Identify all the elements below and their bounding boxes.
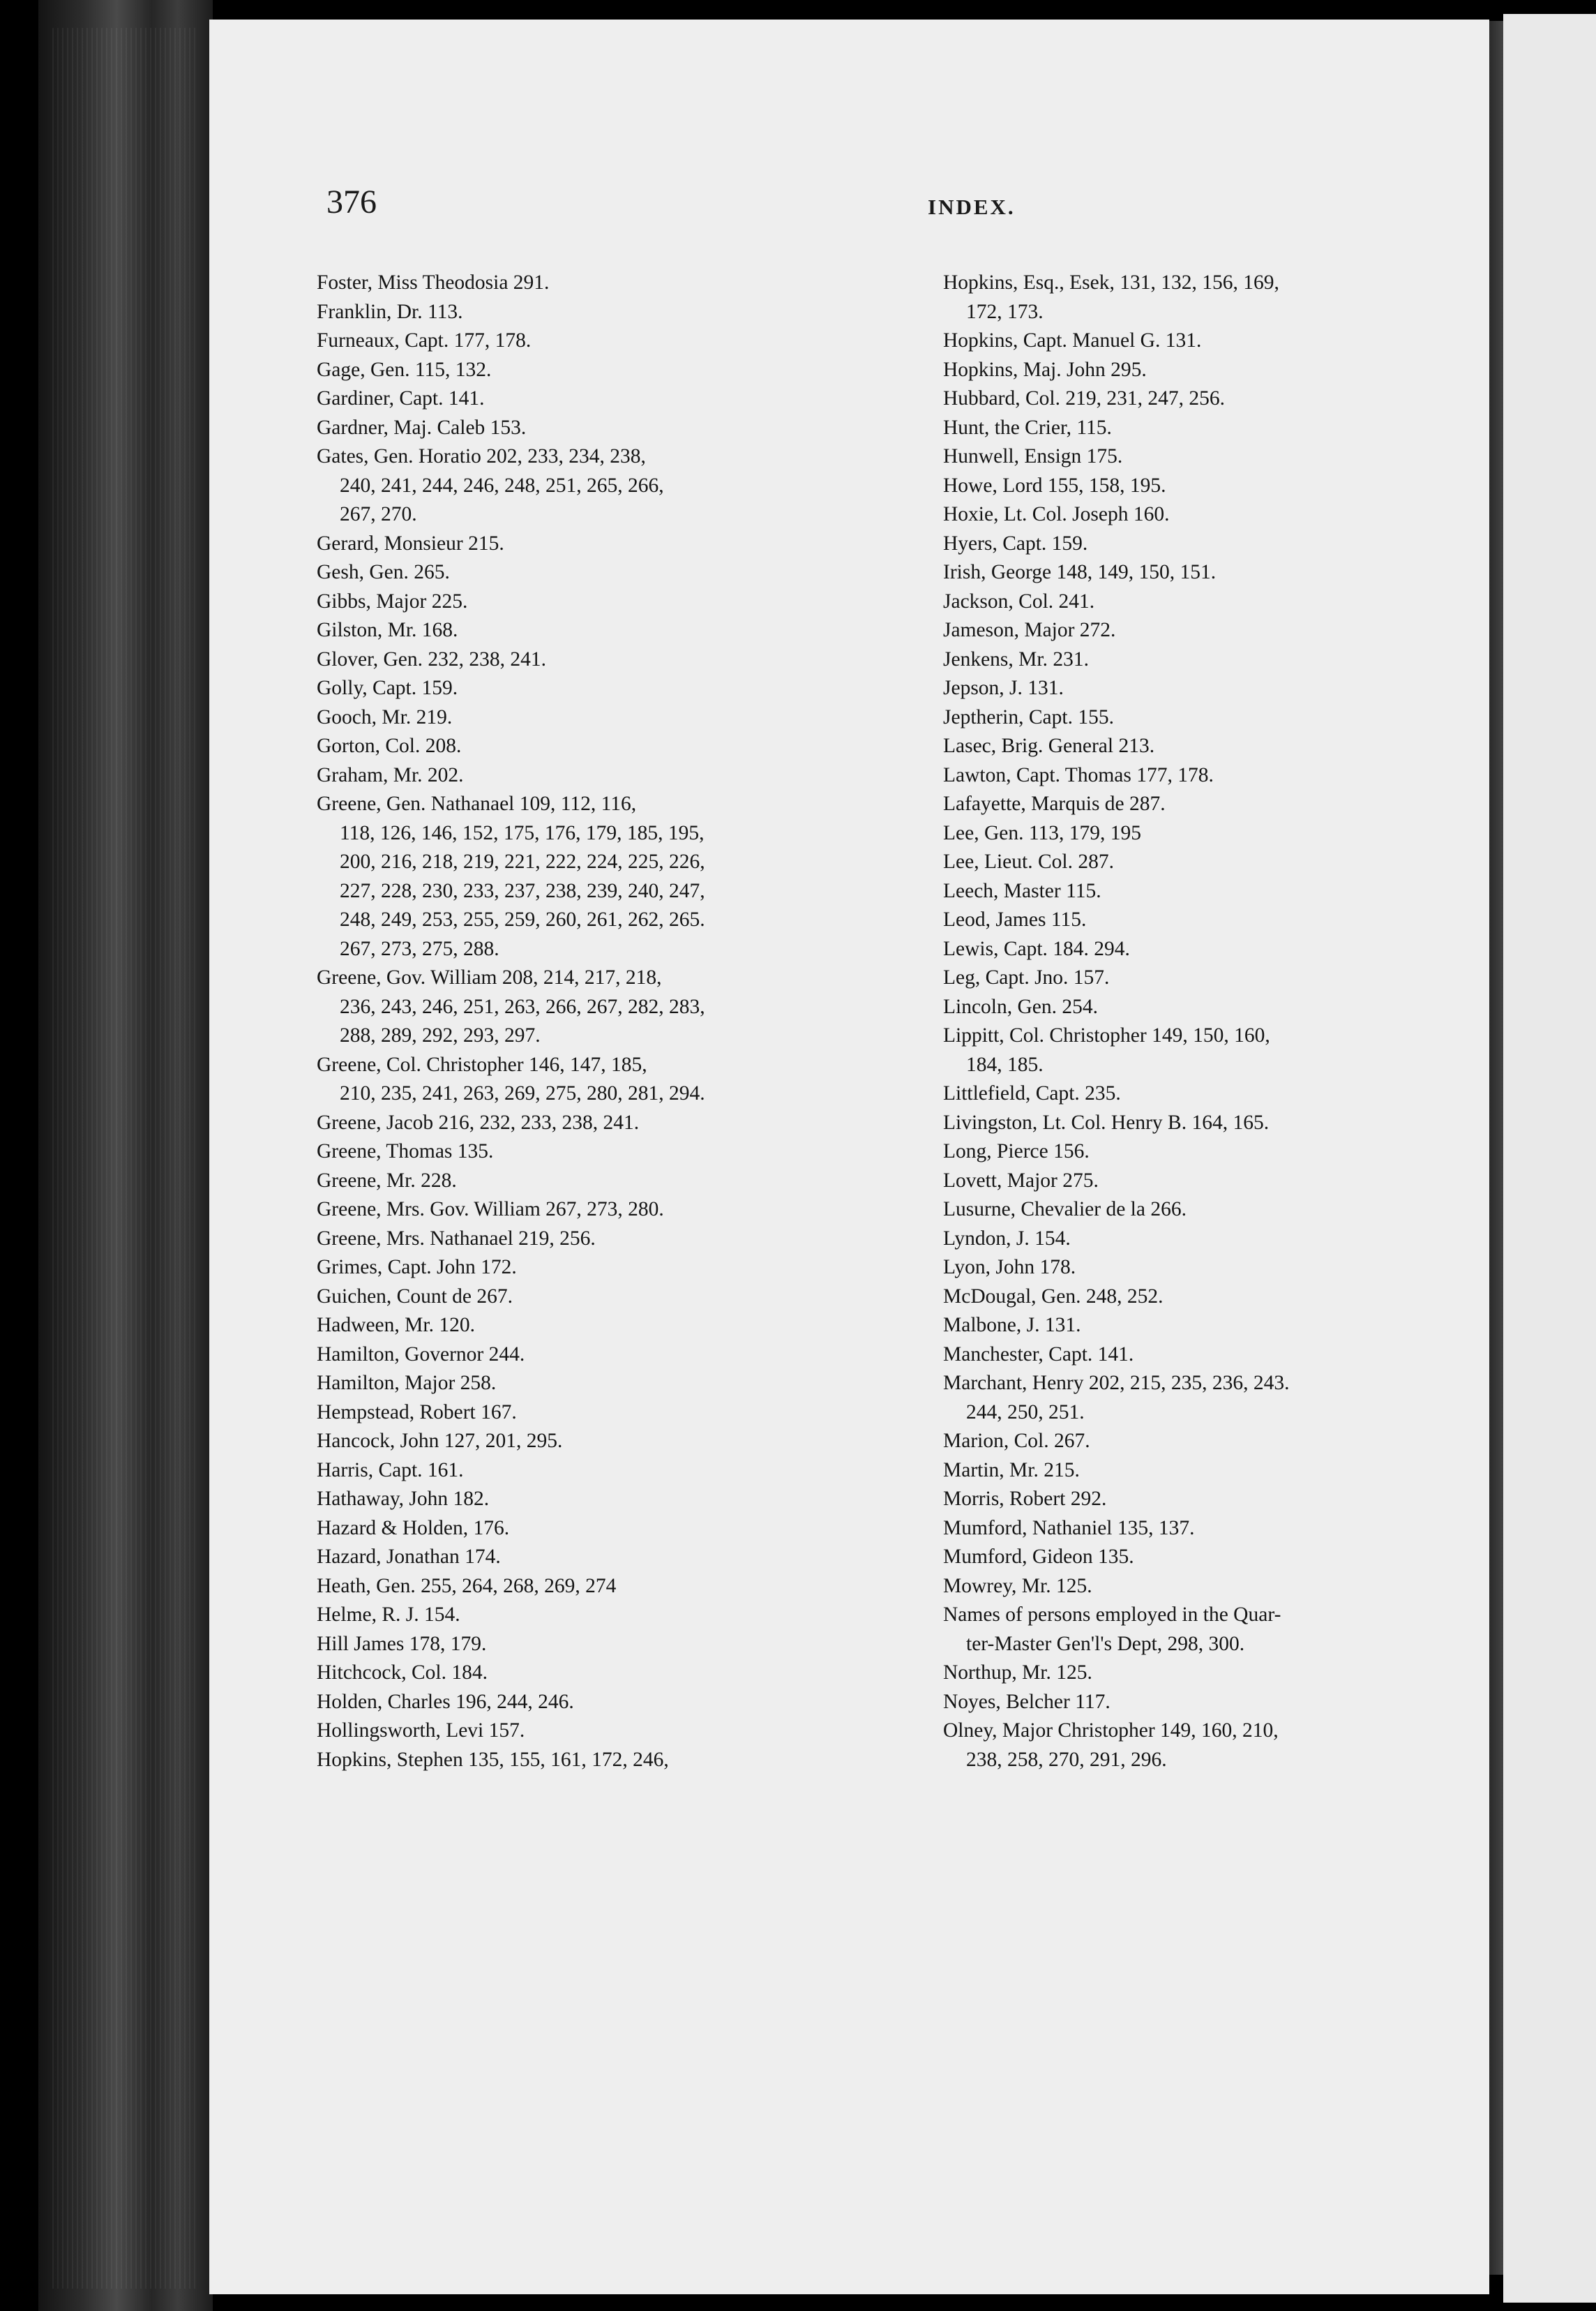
index-entry: Lyon, John 178. <box>943 1256 1076 1278</box>
index-entry: Manchester, Capt. 141. <box>943 1343 1134 1366</box>
index-entry: Leech, Master 115. <box>943 879 1101 902</box>
page-number: 376 <box>326 184 377 220</box>
index-entry: Hunwell, Ensign 175. <box>943 445 1123 468</box>
index-entry: Hazard & Holden, 176. <box>317 1516 510 1539</box>
index-entry: Gardner, Maj. Caleb 153. <box>317 416 527 439</box>
facing-page-edge <box>1503 14 1596 2303</box>
index-entry: Hopkins, Capt. Manuel G. 131. <box>943 329 1202 352</box>
index-entry: Greene, Gov. William 208, 214, 217, 218, <box>317 966 662 989</box>
index-entry: Leg, Capt. Jno. 157. <box>943 966 1110 989</box>
index-entry-continuation: 236, 243, 246, 251, 263, 266, 267, 282, 283, <box>340 995 705 1018</box>
index-entry: Greene, Col. Christopher 146, 147, 185, <box>317 1053 647 1076</box>
index-entry: Lusurne, Chevalier de la 266. <box>943 1198 1187 1220</box>
index-entry: Jenkens, Mr. 231. <box>943 648 1089 671</box>
index-entry: Hamilton, Major 258. <box>317 1372 497 1394</box>
index-entry-continuation: 227, 228, 230, 233, 237, 238, 239, 240, 247, <box>340 879 705 902</box>
index-entry: Livingston, Lt. Col. Henry B. 164, 165. <box>943 1111 1270 1134</box>
index-entry: Glover, Gen. 232, 238, 241. <box>317 648 547 671</box>
index-entry: Hathaway, John 182. <box>317 1488 490 1510</box>
index-entry: Harris, Capt. 161. <box>317 1458 464 1481</box>
index-left-column <box>317 269 944 1774</box>
page-header <box>326 183 1150 239</box>
index-entry: Hyers, Capt. 159. <box>943 532 1088 555</box>
index-entry-continuation: 288, 289, 292, 293, 297. <box>340 1024 541 1047</box>
index-entry: Guichen, Count de 267. <box>317 1285 513 1308</box>
index-entry: Hopkins, Stephen 135, 155, 161, 172, 246, <box>317 1748 669 1771</box>
page-edge-texture <box>52 28 199 2289</box>
index-entry: Greene, Gen. Nathanael 109, 112, 116, <box>317 793 637 815</box>
index-entry: Jameson, Major 272. <box>943 619 1116 641</box>
index-entry: Mumford, Gideon 135. <box>943 1546 1134 1568</box>
index-entry: Lee, Gen. 113, 179, 195 <box>943 821 1142 844</box>
index-entry: Heath, Gen. 255, 264, 268, 269, 274 <box>317 1574 617 1597</box>
index-entry: Greene, Jacob 216, 232, 233, 238, 241. <box>317 1111 640 1134</box>
index-entry: Noyes, Belcher 117. <box>943 1690 1111 1713</box>
index-entry: Gerard, Monsieur 215. <box>317 532 504 555</box>
index-entry: Hunt, the Crier, 115. <box>943 416 1112 439</box>
index-entry: Greene, Mr. 228. <box>317 1169 457 1192</box>
index-entry: Lawton, Capt. Thomas 177, 178. <box>943 763 1214 786</box>
index-entry: Jeptherin, Capt. 155. <box>943 705 1114 728</box>
index-entry: Hazard, Jonathan 174. <box>317 1546 501 1568</box>
index-entry-continuation: 172, 173. <box>966 300 1044 323</box>
index-entry: Gibbs, Major 225. <box>317 590 468 613</box>
index-entry-continuation: 238, 258, 270, 291, 296. <box>966 1748 1167 1771</box>
index-entry: Furneaux, Capt. 177, 178. <box>317 329 532 352</box>
index-entry: Marchant, Henry 202, 215, 235, 236, 243. <box>943 1372 1290 1394</box>
index-entry: Hancock, John 127, 201, 295. <box>317 1430 563 1452</box>
index-right-column <box>943 269 1445 1774</box>
index-entry: Lee, Lieut. Col. 287. <box>943 851 1114 873</box>
index-entry: Hamilton, Governor 244. <box>317 1343 525 1366</box>
index-entry: Lincoln, Gen. 254. <box>943 995 1099 1018</box>
index-entry: Long, Pierce 156. <box>943 1140 1090 1162</box>
index-entry-continuation: 244, 250, 251. <box>966 1400 1085 1423</box>
index-entry: Howe, Lord 155, 158, 195. <box>943 474 1166 497</box>
index-entry: Holden, Charles 196, 244, 246. <box>317 1690 574 1713</box>
index-entry: Olney, Major Christopher 149, 160, 210, <box>943 1719 1279 1742</box>
index-entry-continuation: ter-Master Gen'l's Dept, 298, 300. <box>966 1632 1245 1655</box>
index-entry: Lyndon, J. 154. <box>943 1227 1071 1250</box>
index-entry: Gardiner, Capt. 141. <box>317 387 485 410</box>
index-entry: Golly, Capt. 159. <box>317 677 458 699</box>
index-entry: Martin, Mr. 215. <box>943 1458 1080 1481</box>
index-entry: Gooch, Mr. 219. <box>317 705 453 728</box>
index-entry: Gilston, Mr. 168. <box>317 619 458 641</box>
index-entry: Hill James 178, 179. <box>317 1632 487 1655</box>
index-entry-continuation: 267, 273, 275, 288. <box>340 937 499 960</box>
index-entry: Mumford, Nathaniel 135, 137. <box>943 1516 1195 1539</box>
index-entry: Hempstead, Robert 167. <box>317 1400 517 1423</box>
index-entry: Littlefield, Capt. 235. <box>943 1082 1121 1105</box>
index-entry-continuation: 240, 241, 244, 246, 248, 251, 265, 266, <box>340 474 664 497</box>
index-entry: Lafayette, Marquis de 287. <box>943 793 1166 815</box>
index-entry: Gorton, Col. 208. <box>317 735 462 757</box>
index-entry: Lewis, Capt. 184. 294. <box>943 937 1130 960</box>
index-entry: Leod, James 115. <box>943 908 1087 931</box>
index-entry: Hopkins, Maj. John 295. <box>943 358 1147 381</box>
index-entry: Greene, Mrs. Nathanael 219, 256. <box>317 1227 596 1250</box>
index-entry: Hubbard, Col. 219, 231, 247, 256. <box>943 387 1225 410</box>
index-entry: Jackson, Col. 241. <box>943 590 1095 613</box>
index-entry: Lovett, Major 275. <box>943 1169 1099 1192</box>
index-entry: Morris, Robert 292. <box>943 1488 1107 1510</box>
index-entry-continuation: 184, 185. <box>966 1053 1044 1076</box>
index-entry: Names of persons employed in the Quar- <box>943 1603 1281 1626</box>
running-head: INDEX. <box>928 195 1016 219</box>
index-entry: Foster, Miss Theodosia 291. <box>317 271 550 294</box>
index-entry: Malbone, J. 131. <box>943 1314 1081 1336</box>
index-entry-continuation: 200, 216, 218, 219, 221, 222, 224, 225, 226, <box>340 851 705 873</box>
index-entry: Grimes, Capt. John 172. <box>317 1256 517 1278</box>
index-entry: Gates, Gen. Horatio 202, 233, 234, 238, <box>317 445 646 468</box>
index-entry: McDougal, Gen. 248, 252. <box>943 1285 1164 1308</box>
index-entry: Hollingsworth, Levi 157. <box>317 1719 525 1742</box>
index-entry: Greene, Mrs. Gov. William 267, 273, 280. <box>317 1198 664 1220</box>
index-entry: Hadween, Mr. 120. <box>317 1314 475 1336</box>
index-entry: Northup, Mr. 125. <box>943 1661 1092 1684</box>
index-entry-continuation: 210, 235, 241, 263, 269, 275, 280, 281, 294. <box>340 1082 705 1105</box>
index-entry: Jepson, J. 131. <box>943 677 1064 699</box>
index-entry: Greene, Thomas 135. <box>317 1140 494 1162</box>
index-entry-continuation: 267, 270. <box>340 503 417 525</box>
index-entry: Graham, Mr. 202. <box>317 763 464 786</box>
index-entry: Hitchcock, Col. 184. <box>317 1661 488 1684</box>
index-entry: Mowrey, Mr. 125. <box>943 1574 1092 1597</box>
index-entry: Irish, George 148, 149, 150, 151. <box>943 561 1217 583</box>
index-entry: Gesh, Gen. 265. <box>317 561 450 583</box>
index-entry: Lasec, Brig. General 213. <box>943 735 1155 757</box>
index-entry-continuation: 248, 249, 253, 255, 259, 260, 261, 262, 265. <box>340 908 705 931</box>
index-entry: Gage, Gen. 115, 132. <box>317 358 492 381</box>
index-entry-continuation: 118, 126, 146, 152, 175, 176, 179, 185, 195, <box>340 821 705 844</box>
index-entry: Hoxie, Lt. Col. Joseph 160. <box>943 503 1170 525</box>
index-entry: Hopkins, Esq., Esek, 131, 132, 156, 169, <box>943 271 1279 294</box>
index-entry: Lippitt, Col. Christopher 149, 150, 160, <box>943 1024 1270 1047</box>
index-entry: Franklin, Dr. 113. <box>317 300 463 323</box>
index-entry: Helme, R. J. 154. <box>317 1603 460 1626</box>
index-entry: Marion, Col. 267. <box>943 1430 1090 1452</box>
